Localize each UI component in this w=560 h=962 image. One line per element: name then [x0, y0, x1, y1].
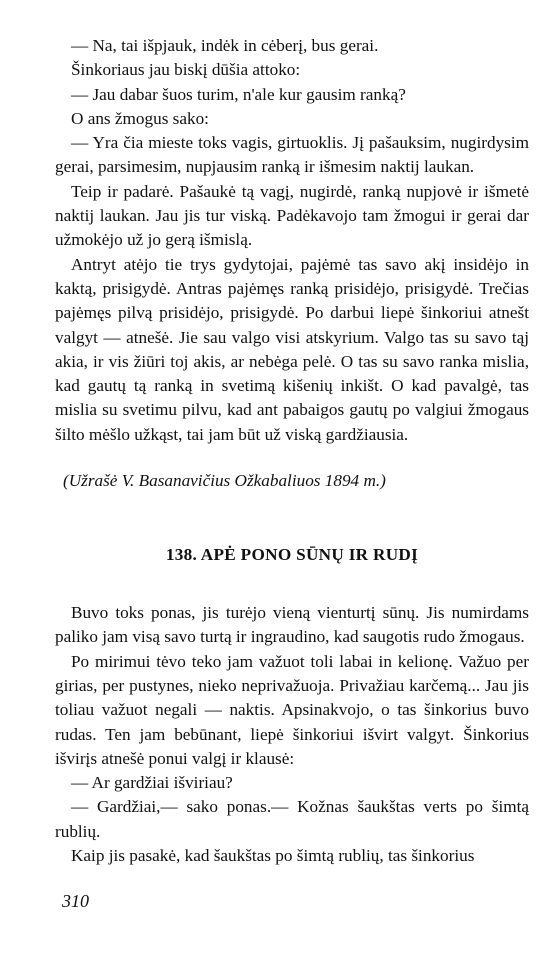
paragraph: — Na, tai išpjauk, indėk in cėberį, bus gerai.	[71, 36, 379, 55]
page-number: 310	[62, 891, 89, 911]
paragraph: — Gardžiai,— sako ponas.— Kožnas šaukštas verts po šimtą rublių.	[55, 797, 529, 841]
paragraph: Buvo toks ponas, jis turėjo vieną vienturtį sūnų. Jis numirdams paliko jam visą savo turtą ir ingraudino, kad saugotis rudo žmogaus.	[55, 603, 529, 647]
paragraph: Antryt atėjo tie trys gydytojai, pajėmė tas savo akį insidėjo in kaktą, prisigydė. Antras pajėmęs ranką prisidėjo, prisigydė. Trečias pajėmęs pilvą prisidėjo, prisigydė. Po darbui liepė šinkoriui atnešt valgyt — atnešė. Jie sau valgo visi atskyrium. Valgo tas su savo tąj akia, ir vis žiūri toj akis, ar nebėga pelė. O tas su savo ranka mislia, kad gautų tą ranką in svetimą kišenių inkišt. O kad pavalgė, tas mislia su svetimu pilvu, kad ant pabaigos gautų po valgiui žmogaus šilto mėšlo užkąst, tai jam būt už viską gardžiausia.	[55, 254, 529, 444]
paragraph: Šinkoriaus jau biskį dūšia attoko:	[71, 60, 301, 80]
paragraph: O ans žmogus sako:	[71, 108, 209, 128]
section-heading: 138. APĖ PONO SŪNŲ IR RUDĮ	[165, 545, 419, 565]
paragraph: Po mirimui tėvo teko jam važuot toli labai in kelionę. Važuo per girias, per pustynes, nieko neprivažuoja. Privažiau karčemą... Jau jis toliau važuot negali — naktis. Apsinakvojo, o tas šinkorius buvo rudas. Ten jam bebūnant, liepė šinkoriui išvirt valgyt. Šinkorius išvirįs atnešė ponui valgį ir klausė:	[55, 651, 529, 768]
paragraph: — Yra čia mieste toks vagis, girtuoklis. Jį pašauksim, nugirdysim gerai, parsimesim, nupjausim ranką ir išmesim naktij laukan.	[55, 133, 529, 177]
paragraph: Kaip jis pasakė, kad šaukštas po šimtą rublių, tas šinkorius	[71, 846, 475, 866]
source-note: (Užrašė V. Basanavičius Ožkabaliuos 1894 m.)	[63, 471, 386, 491]
paragraph: — Jau dabar šuos turim, n'ale kur gausim ranką?	[71, 84, 406, 104]
paragraph: — Ar gardžiai išviriau?	[71, 773, 233, 793]
page-body	[55, 34, 529, 868]
paragraph: Teip ir padarė. Pašaukė tą vagį, nugirdė, ranką nupjovė ir išmetė naktij laukan. Jau jis tur viską. Padėkavojo tam žmogui ir gerai dar užmokėjo už jo gerą išmislą.	[55, 181, 529, 250]
